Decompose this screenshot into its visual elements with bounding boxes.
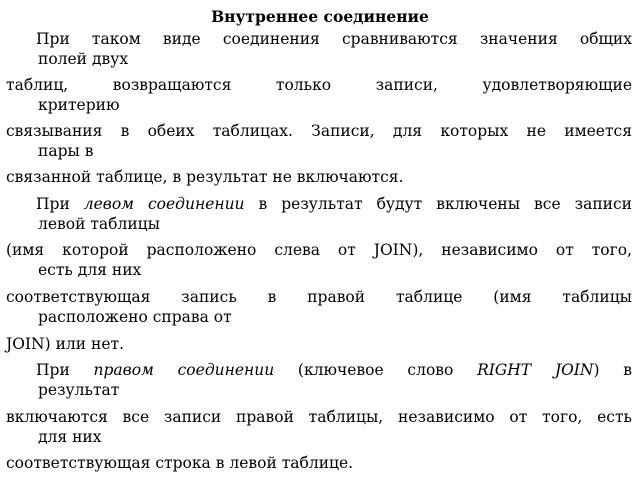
page-title: Внутреннее соединение [211,7,429,26]
text-line: полей двух [38,50,129,68]
text-line: соответствующая запись в правой таблице (имя таблицы [6,288,632,306]
text-line: При левом соединении в результат будут включены все записи [36,195,632,213]
text-line: пары в [38,142,94,160]
text-line: критерию [38,96,120,114]
text-line: связывания в обеих таблицах. Записи, для которых не имеется [6,122,632,140]
text-line: При таком виде соединения сравниваются значения общих [36,30,632,48]
text-line: левой таблицы [38,215,160,233]
text-line: расположено справа от [38,308,232,326]
emphasis-left-join: левом соединении [83,195,245,213]
text-line: для них [38,428,102,446]
emphasis-keyword: RIGHT JOIN [477,361,594,379]
emphasis-right-join: правом соединении [93,361,275,379]
text-line: При правом соединении (ключевое слово RIGHT JOIN) в [36,361,632,379]
text-line: JOIN) или нет. [6,335,125,353]
text-line: (имя которой расположено слева от JOIN), независимо от того, [6,241,632,259]
text-line: таблиц, возвращаются только записи, удовлетворяющие [6,76,632,94]
text-line: связанной таблице, в результат не включаются. [6,168,404,186]
text-line: соответствующая строка в левой таблице. [6,454,354,472]
text-line: включаются все записи правой таблицы, независимо от того, есть [6,408,632,426]
text-line: есть для них [38,261,142,279]
text-line: результат [38,381,120,399]
